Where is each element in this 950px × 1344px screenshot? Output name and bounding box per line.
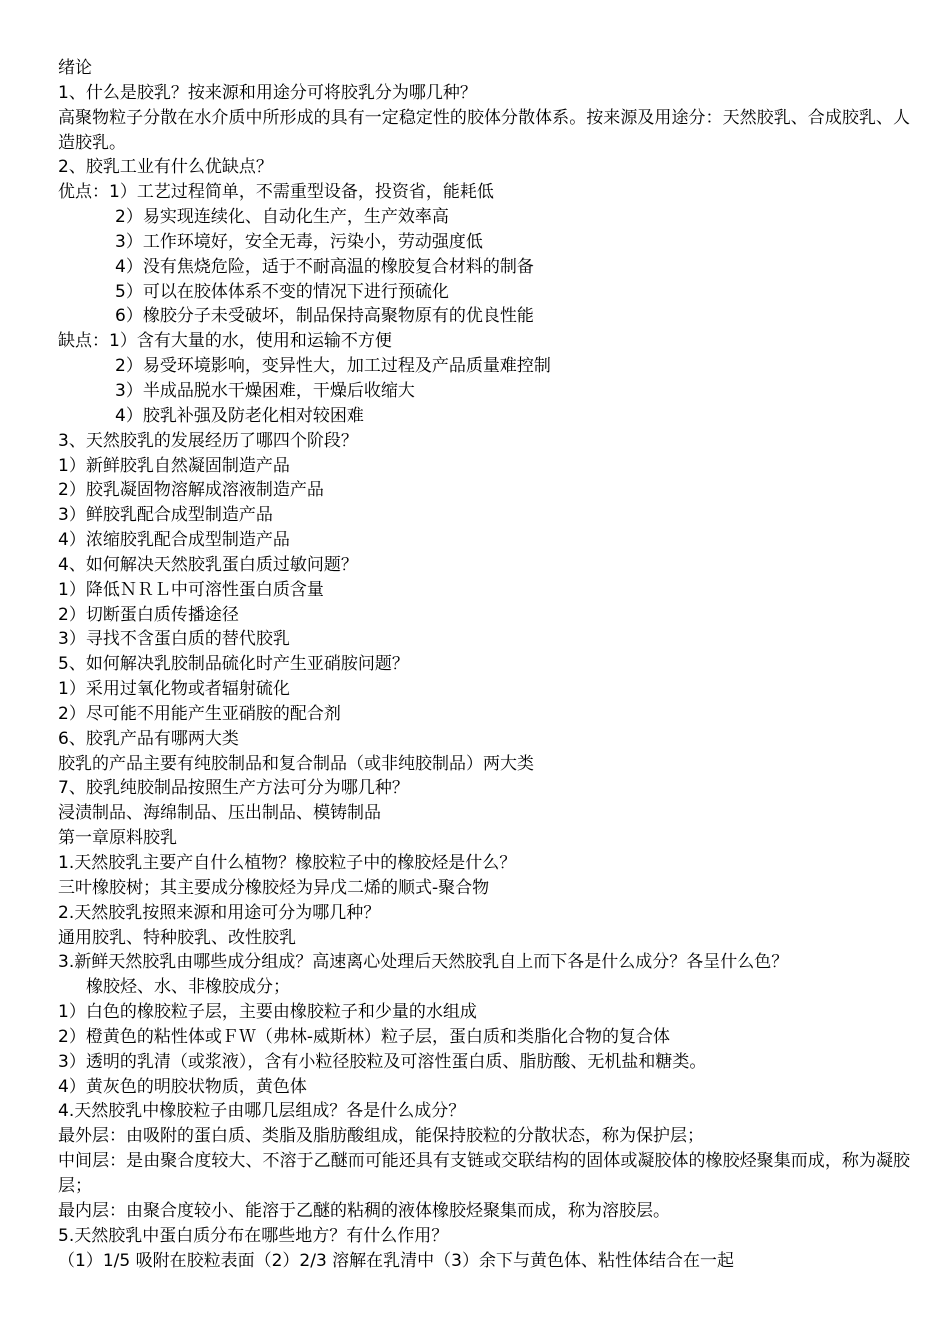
text-line: 高聚物粒子分散在水介质中所形成的具有一定稳定性的胶体分散体系。按来源及用途分：天然胶乳、合成胶乳、人造胶乳。 <box>58 107 910 153</box>
text-line: 通用胶乳、特种胶乳、改性胶乳 <box>58 927 296 948</box>
text-line: 3.新鲜天然胶乳由哪些成分组成？高速离心处理后天然胶乳自上而下各是什么成分？各呈什么色？ <box>58 952 789 973</box>
text-line: 5.天然胶乳中蛋白质分布在哪些地方？有什么作用？ <box>58 1225 449 1246</box>
text-line: 1）降低ＮＲＬ中可溶性蛋白质含量 <box>58 579 324 600</box>
text-line: 1）新鲜胶乳自然凝固制造产品 <box>58 455 290 476</box>
text-line: 5、如何解决乳胶制品硫化时产生亚硝胺问题？ <box>58 654 409 675</box>
text-line: 2）易受环境影响，变异性大，加工过程及产品质量难控制 <box>115 356 551 377</box>
text-line: 2、胶乳工业有什么优缺点？ <box>58 157 273 178</box>
text-line: 2）尽可能不用能产生亚硝胺的配合剂 <box>58 703 341 724</box>
text-line: 绪论 <box>58 58 92 78</box>
text-line: 1、什么是胶乳？按来源和用途分可将胶乳分为哪几种？ <box>58 82 477 103</box>
text-line: 7、胶乳纯胶制品按照生产方法可分为哪几种？ <box>58 778 409 799</box>
text-line: 缺点：1）含有大量的水，使用和运输不方便 <box>58 331 392 352</box>
text-line: 1）采用过氧化物或者辐射硫化 <box>58 679 290 700</box>
text-line: 最外层：由吸附的蛋白质、类脂及脂肪酸组成，能保持胶粒的分散状态，称为保护层； <box>58 1126 704 1147</box>
text-line: 2）易实现连续化、自动化生产，生产效率高 <box>115 207 449 228</box>
text-line: 3）工作环境好，安全无毒，污染小，劳动强度低 <box>115 231 483 252</box>
text-line: 6、胶乳产品有哪两大类 <box>58 728 239 749</box>
text-line: 2）橙黄色的粘性体或ＦＷ（弗林-威斯林）粒子层，蛋白质和类脂化合物的复合体 <box>58 1026 670 1047</box>
text-line: 3）寻找不含蛋白质的替代胶乳 <box>58 629 290 650</box>
text-line: 3、天然胶乳的发展经历了哪四个阶段？ <box>58 430 358 451</box>
text-line: 2）胶乳凝固物溶解成溶液制造产品 <box>58 480 324 501</box>
text-line: 4）浓缩胶乳配合成型制造产品 <box>58 530 290 551</box>
text-line: 浸渍制品、海绵制品、压出制品、模铸制品 <box>58 803 381 824</box>
text-line: 4）胶乳补强及防老化相对较困难 <box>115 405 364 426</box>
text-line: 4）没有焦烧危险，适于不耐高温的橡胶复合材料的制备 <box>115 256 534 277</box>
text-line: 6）橡胶分子未受破坏，制品保持高聚物原有的优良性能 <box>115 306 534 327</box>
text-line: 3）透明的乳清（或浆液），含有小粒径胶粒及可溶性蛋白质、脂肪酸、无机盐和糖类。 <box>58 1051 707 1072</box>
text-line: 橡胶烃、水、非橡胶成分； <box>86 977 290 998</box>
text-line: 优点：1）工艺过程简单，不需重型设备，投资省，能耗低 <box>58 182 494 203</box>
text-line: 2.天然胶乳按照来源和用途可分为哪几种？ <box>58 902 381 923</box>
text-line: 4）黄灰色的明胶状物质，黄色体 <box>58 1076 307 1097</box>
text-line: 1）白色的橡胶粒子层，主要由橡胶粒子和少量的水组成 <box>58 1002 477 1023</box>
text-line: 2）切断蛋白质传播途径 <box>58 604 239 625</box>
text-line: 三叶橡胶树；其主要成分橡胶烃为异戊二烯的顺式-聚合物 <box>58 877 490 898</box>
text-line: 最内层：由聚合度较小、能溶于乙醚的粘稠的液体橡胶烃聚集而成，称为溶胶层。 <box>58 1200 670 1221</box>
text-line: 3）鲜胶乳配合成型制造产品 <box>58 505 273 526</box>
text-line: 4.天然胶乳中橡胶粒子由哪几层组成？各是什么成分？ <box>58 1101 466 1122</box>
text-line: 胶乳的产品主要有纯胶制品和复合制品（或非纯胶制品）两大类 <box>58 753 534 774</box>
text-line: 第一章原料胶乳 <box>58 828 177 849</box>
text-line: 中间层：是由聚合度较大、不溶于乙醚而可能还具有支链或交联结构的固体或凝胶体的橡胶烃聚集而成，称为凝胶层； <box>58 1151 910 1196</box>
text-line: （1）1/5 吸附在胶粒表面（2）2/3 溶解在乳清中（3）余下与黄色体、粘性体结合在一起 <box>58 1250 734 1271</box>
text-line: 1.天然胶乳主要产自什么植物？橡胶粒子中的橡胶烃是什么？ <box>58 853 517 873</box>
document-body <box>58 56 910 1273</box>
text-line: 3）半成品脱水干燥困难，干燥后收缩大 <box>115 380 415 401</box>
text-line: 4、如何解决天然胶乳蛋白质过敏问题？ <box>58 554 358 575</box>
text-line: 5）可以在胶体体系不变的情况下进行预硫化 <box>115 281 449 302</box>
